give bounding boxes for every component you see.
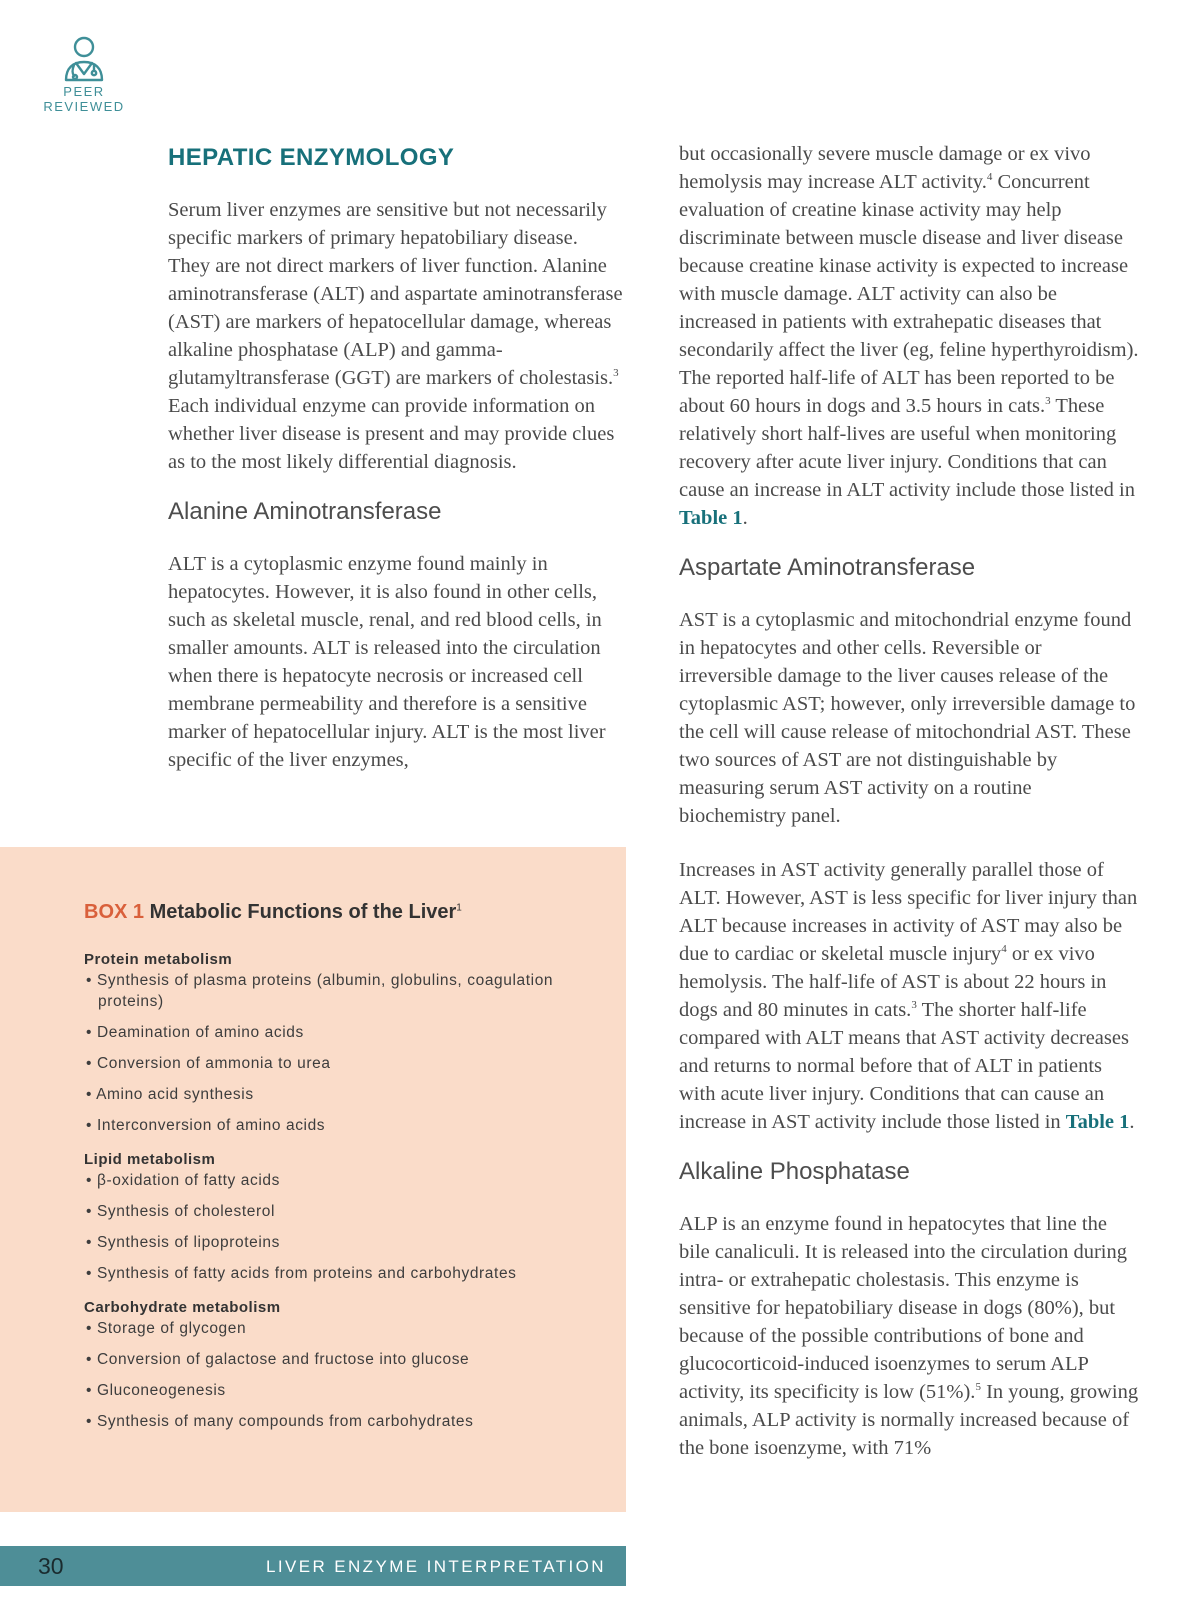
section-title: HEPATIC ENZYMOLOGY: [168, 144, 455, 171]
box-list-item: [84, 1380, 604, 1401]
intro-text: Serum liver enzymes are sensitive but not necessarily specific markers of primary hepatobiliary disease. They are not direct markers of liver function. Alanine aminotransferase (ALT) and aspartate aminotransferase (AST) are markers of hepatocellular damage, whereas alkaline phosphatase (ALP) and gamma-glutamyltransferase (GGT) are markers of cholestasis.: [168, 199, 623, 389]
bullet-icon: •: [86, 1203, 97, 1220]
box-list-item: [84, 1349, 604, 1370]
peer-reviewed-badge: [36, 34, 132, 114]
intro-text-cont: Each individual enzyme can provide information on whether liver disease is present and may provide clues as to the most likely differential diagnosis.: [168, 395, 615, 473]
box-list-item-text: Amino acid synthesis: [96, 1086, 254, 1103]
box-list-item-text: Synthesis of cholesterol: [96, 1203, 276, 1220]
doctor-icon: [60, 34, 108, 84]
intro-paragraph: [168, 196, 624, 476]
box-list-item-text: Interconversion of amino acids: [96, 1117, 326, 1134]
ast-text-c: The shorter half-life compared with ALT means that AST activity decreases and returns to normal before that of ALT in patients with acute liver injury. Conditions that can cause an increase in AST activity include those listed in: [679, 999, 1129, 1133]
bullet-icon: •: [86, 1172, 97, 1189]
alp-paragraph: [679, 1210, 1139, 1462]
table-1-link[interactable]: Table 1: [1065, 1111, 1130, 1133]
badge-line-1: PEER: [63, 84, 105, 99]
left-column: [168, 138, 624, 774]
alp-text-b: In young, growing animals, ALP activity is normally increased because of the bone isoenzyme, with 71%: [679, 1381, 1139, 1459]
bullet-icon: •: [86, 1382, 97, 1399]
box-list-item-text: Gluconeogenesis: [96, 1382, 226, 1399]
alt-cont-text-1: but occasionally severe muscle damage or ex vivo hemolysis may increase ALT activity.: [679, 143, 1091, 193]
alp-text-a: ALP is an enzyme found in hepatocytes that line the bile canaliculi. It is released into the circulation during intra- or extrahepatic cholestasis. This enzyme is sensitive for hepatobiliary disease in dogs (80%), but because of the possible contributions of bone and glucocorticoid-induced isoenzymes to serum ALP activity, its specificity is low (51%).: [679, 1213, 1127, 1403]
reference-mark: 3: [613, 367, 619, 380]
right-column: [679, 140, 1139, 1462]
alt-paragraph-cont: but occasionally severe muscle damage or ex vivo hemolysis may increase ALT activity.$^4$ Concurrent evaluation of creatine kinase activity may help discriminate between muscle disease and liver disease because creatine kinase activity is expected to increase with muscle damage. ALT activity can also be increased in patients with extrahepatic diseases that secondarily affect the liver (eg, feline hyperthyroidism). The reported half-life of ALT has been reported to be about 60 hours in dogs and 3.5 hours in cats.$^3$ These relatively short half-lives are useful when monitoring recovery after acute liver injury. Conditions that can cause an increase in ALT activity include those listed in Table 1.: [679, 143, 1139, 529]
bullet-icon: •: [86, 1234, 97, 1251]
box-list-item: [84, 1053, 604, 1074]
box-list-item-text: β-oxidation of fatty acids: [96, 1172, 280, 1189]
alp-heading: Alkaline Phosphatase: [679, 1158, 910, 1185]
box-list-item: [84, 1232, 604, 1253]
reference-mark: 3: [911, 999, 917, 1012]
box-1-panel: [0, 847, 626, 1512]
reference-mark: 4: [986, 171, 993, 184]
bullet-icon: •: [86, 1086, 97, 1103]
alt-paragraph: ALT is a cytoplasmic enzyme found mainly in hepatocytes. However, it is also found in other cells, such as skeletal muscle, renal, and red blood cells, in smaller amounts. ALT is released into the circulation when there is hepatocyte necrosis or increased cell membrane permeability and therefore is a sensitive marker of hepatocellular injury. ALT is the most liver specific of the liver enzymes,: [168, 553, 606, 771]
ast-paragraph-1: AST is a cytoplasmic and mitochondrial enzyme found in hepatocytes and other cells. Reversible or irreversible damage to the liver causes release of the cytoplasmic AST; however, only irreversible damage to the cell will cause release of mitochondrial AST. These two sources of AST are not distinguishable by measuring serum AST activity on a routine biochemistry panel.: [679, 609, 1136, 827]
box-list-item: [84, 1411, 604, 1432]
bullet-icon: •: [86, 1320, 97, 1337]
page-footer: [0, 1546, 626, 1586]
bullet-icon: •: [86, 1117, 97, 1134]
box-1-content: [84, 901, 604, 1442]
bullet-icon: •: [86, 1351, 97, 1368]
bullet-icon: •: [86, 1413, 97, 1430]
box-1-title: [84, 901, 604, 924]
box-list-item: [84, 1201, 604, 1222]
box-list-item-text: Synthesis of many compounds from carbohydrates: [96, 1413, 474, 1430]
box-list-item-text: Conversion of ammonia to urea: [96, 1055, 331, 1072]
ast-text-b: or ex vivo hemolysis. The half-life of AST is about 22 hours in dogs and 80 minutes in cats.: [679, 943, 1107, 1021]
box-list-item-text: Storage of glycogen: [96, 1320, 247, 1337]
reference-mark: 4: [1001, 943, 1007, 956]
alt-heading: Alanine Aminotransferase: [168, 498, 442, 525]
alt-cont-text-2: Concurrent evaluation of creatine kinase activity may help discriminate between muscle disease and liver disease because creatine kinase activity is expected to increase with muscle damage. ALT activity can also be increased in patients with extrahepatic diseases that secondarily affect the liver (eg, feline hyperthyroidism). The reported half-life of ALT has been reported to be about 60 hours in dogs and 3.5 hours in cats.: [679, 171, 1139, 417]
page-number: 30: [38, 1553, 64, 1579]
badge-line-2: REVIEWED: [43, 99, 125, 114]
bullet-icon: •: [86, 972, 97, 989]
box-category-heading: Carbohydrate metabolism: [84, 1299, 281, 1316]
box-list-item: [84, 1170, 604, 1191]
ast-heading: Aspartate Aminotransferase: [679, 554, 976, 581]
box-category-heading: Protein metabolism: [84, 951, 233, 968]
box-title-text: Metabolic Functions of the Liver: [149, 901, 457, 923]
box-list-item: [84, 970, 604, 1012]
bullet-icon: •: [86, 1055, 97, 1072]
box-sections: [84, 950, 604, 1432]
bullet-icon: •: [86, 1024, 97, 1041]
box-category-heading: Lipid metabolism: [84, 1151, 216, 1168]
reference-mark: 1: [456, 902, 462, 914]
reference-mark: 3: [1045, 395, 1051, 408]
running-title: LIVER ENZYME INTERPRETATION: [266, 1557, 606, 1576]
box-list-item-text: Synthesis of fatty acids from proteins and carbohydrates: [96, 1265, 517, 1282]
box-list-item: [84, 1115, 604, 1136]
box-list-item: [84, 1084, 604, 1105]
box-list-item-text: Synthesis of plasma proteins (albumin, globulins, coagulation proteins): [96, 972, 554, 1010]
box-list-item: [84, 1022, 604, 1043]
reference-mark: 5: [975, 1381, 981, 1394]
table-1-link[interactable]: Table 1: [679, 507, 743, 529]
box-list-item-text: Conversion of galactose and fructose into glucose: [96, 1351, 470, 1368]
ast-paragraph-2: Increases in AST activity generally parallel those of ALT. However, AST is less specific for liver injury than ALT because increases in activity of AST may also be due to cardiac or skeletal muscle injury$^4$ or ex vivo hemolysis. The half-life of AST is about 22 hours in dogs and 80 minutes in cats.$^3$ The shorter half-life compared with ALT means that AST activity decreases and returns to normal before that of ALT in patients with acute liver injury. Conditions that can cause an increase in AST activity include those listed in Table 1.: [679, 859, 1138, 1133]
box-label: BOX 1: [84, 901, 145, 923]
bullet-icon: •: [86, 1265, 97, 1282]
box-list-item-text: Synthesis of lipoproteins: [96, 1234, 280, 1251]
box-list-item: [84, 1263, 604, 1284]
box-list-item: [84, 1318, 604, 1339]
box-list-item-text: Deamination of amino acids: [96, 1024, 304, 1041]
alt-cont-text-3: These relatively short half-lives are useful when monitoring recovery after acute liver injury. Conditions that can cause an increase in ALT activity include those listed in: [679, 395, 1136, 501]
ast-text-a: Increases in AST activity generally parallel those of ALT. However, AST is less specific for liver injury than ALT because increases in activity of AST may also be due to cardiac or skeletal muscle injury: [679, 859, 1138, 965]
